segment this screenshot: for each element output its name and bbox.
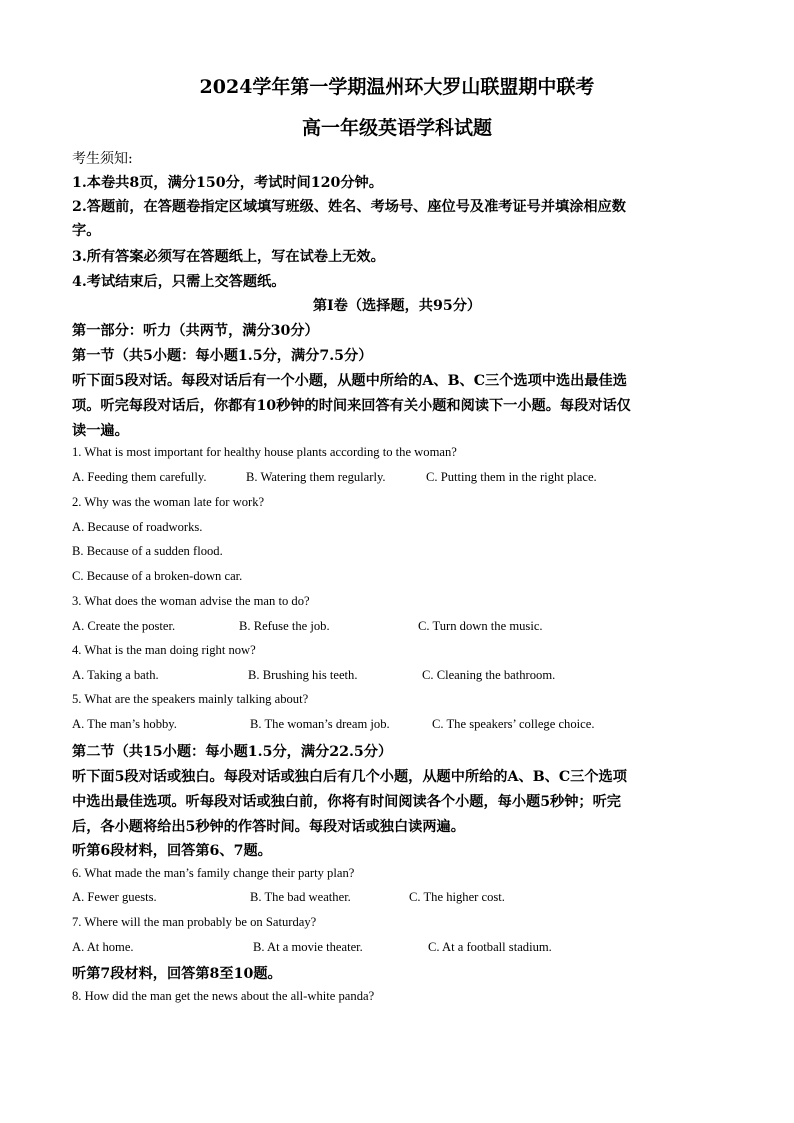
material-6-heading: 听第6段材料，回答第6、7题。 xyxy=(72,843,272,859)
question-2-option-c: C. Because of a broken-down car. xyxy=(72,569,243,583)
section2-instruction-2: 中选出最佳选项。听每段对话或独白前，你将有时间阅读各个小题，每小题5秒钟；听完 xyxy=(72,794,621,810)
exam-subtitle: 高一年级英语学科试题 xyxy=(301,117,492,139)
question-4-option-b: B. Brushing his teeth. xyxy=(248,668,358,682)
material-7-heading: 听第7段材料，回答第8至10题。 xyxy=(72,966,282,982)
notice-item-3: 3.所有答案必须写在答题纸上，写在试卷上无效。 xyxy=(72,249,385,265)
notice-item-2: 2.答题前，在答题卷指定区域填写班级、姓名、考场号、座位号及准考证号并填涂相应数 xyxy=(72,199,626,215)
question-6-option-a: A. Fewer guests. xyxy=(72,890,157,904)
question-5-stem: 5. What are the speakers mainly talking about? xyxy=(72,692,309,706)
section1-heading: 第一节（共5小题：每小题1.5分，满分7.5分） xyxy=(72,348,373,364)
question-7-stem: 7. Where will the man probably be on Saturday? xyxy=(72,915,317,929)
question-5-option-a: A. The man’s hobby. xyxy=(72,717,177,731)
question-5-option-b: B. The woman’s dream job. xyxy=(250,717,390,731)
question-1-option-b: B. Watering them regularly. xyxy=(246,470,386,484)
question-1-option-a: A. Feeding them carefully. xyxy=(72,470,207,484)
volume-heading: 第I卷（选择题，共95分） xyxy=(312,298,482,314)
question-2-option-b: B. Because of a sudden flood. xyxy=(72,544,223,558)
question-6-option-c: C. The higher cost. xyxy=(409,890,505,904)
question-8-stem: 8. How did the man get the news about the all-white panda? xyxy=(72,989,375,1003)
question-7-option-c: C. At a football stadium. xyxy=(428,940,552,954)
question-6-stem: 6. What made the man’s family change their party plan? xyxy=(72,866,355,880)
question-1-option-c: C. Putting them in the right place. xyxy=(426,470,597,484)
section2-instruction-1: 听下面5段对话或独白。每段对话或独白后有几个小题，从题中所给的A、B、C三个选项 xyxy=(72,769,627,785)
question-2-option-a: A. Because of roadworks. xyxy=(72,520,203,534)
question-4-option-a: A. Taking a bath. xyxy=(72,668,159,682)
question-1-stem: 1. What is most important for healthy house plants according to the woman? xyxy=(72,445,457,459)
question-3-option-c: C. Turn down the music. xyxy=(418,619,543,633)
section2-instruction-3: 后，各小题将给出5秒钟的作答时间。每段对话或独白读两遍。 xyxy=(72,819,465,835)
section1-instruction-2: 项。听完每段对话后，你都有10秒钟的时间来回答有关小题和阅读下一小题。每段对话仅 xyxy=(72,398,631,414)
question-5-option-c: C. The speakers’ college choice. xyxy=(432,717,595,731)
notice-heading: 考生须知: xyxy=(72,151,133,167)
question-4-option-c: C. Cleaning the bathroom. xyxy=(422,668,556,682)
question-3-stem: 3. What does the woman advise the man to do? xyxy=(72,594,310,608)
section1-instruction-3: 读一遍。 xyxy=(72,423,129,439)
notice-item-1: 1.本卷共8页，满分150分，考试时间120分钟。 xyxy=(72,175,383,191)
notice-item-2-cont: 字。 xyxy=(72,223,101,239)
question-7-option-b: B. At a movie theater. xyxy=(253,940,363,954)
question-3-option-a: A. Create the poster. xyxy=(72,619,176,633)
question-3-option-b: B. Refuse the job. xyxy=(239,619,330,633)
section1-instruction-1: 听下面5段对话。每段对话后有一个小题，从题中所给的A、B、C三个选项中选出最佳选 xyxy=(72,373,627,389)
question-7-option-a: A. At home. xyxy=(72,940,134,954)
exam-title: 2024学年第一学期温州环大罗山联盟期中联考 xyxy=(199,76,595,98)
notice-item-4: 4.考试结束后，只需上交答题纸。 xyxy=(72,274,286,290)
question-4-stem: 4. What is the man doing right now? xyxy=(72,643,256,657)
question-6-option-b: B. The bad weather. xyxy=(250,890,351,904)
section2-heading: 第二节（共15小题：每小题1.5分，满分22.5分） xyxy=(72,744,393,760)
part1-heading: 第一部分：听力（共两节，满分30分） xyxy=(72,323,319,339)
question-2-stem: 2. Why was the woman late for work? xyxy=(72,495,265,509)
